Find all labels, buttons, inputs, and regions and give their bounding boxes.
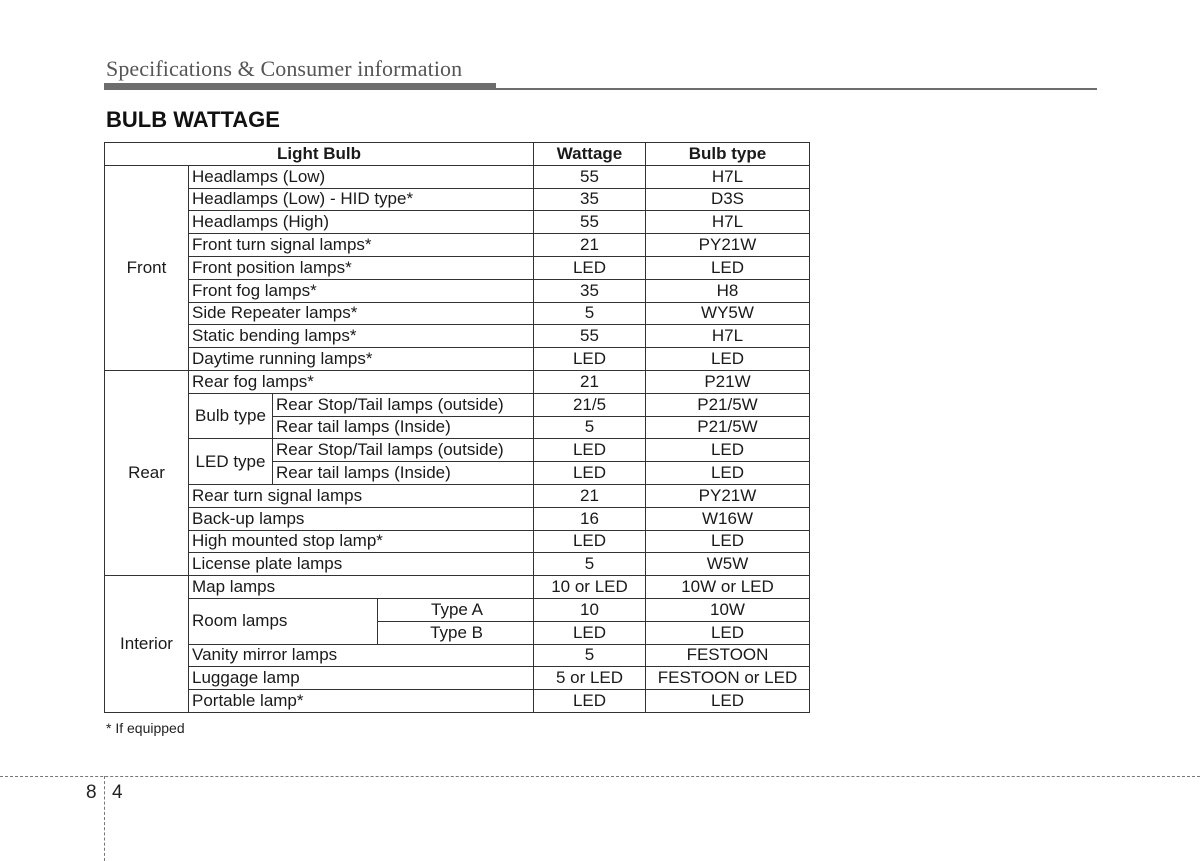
bulb-wattage: 21 [534,370,646,393]
table-row [105,644,810,667]
bulb-type: PY21W [646,484,810,507]
bulb-wattage: 55 [534,325,646,348]
table-row [105,576,810,599]
table-row [105,211,810,234]
table-row [105,439,810,462]
table-row [105,530,810,553]
page-chapter-number: 8 [86,782,97,803]
bulb-name: Luggage lamp [189,667,534,690]
bulb-type: H7L [646,325,810,348]
bulb-wattage: LED [534,256,646,279]
bulb-type: LED [646,256,810,279]
page-number: 4 [112,782,123,803]
bulb-name: Rear turn signal lamps [189,484,534,507]
bulb-name: Portable lamp* [189,690,534,713]
bulb-type: 10W [646,598,810,621]
table-row [105,370,810,393]
table-row [105,667,810,690]
bulb-wattage: 5 [534,302,646,325]
bulb-wattage: LED [534,530,646,553]
table-row [105,165,810,188]
bulb-wattage: 21 [534,484,646,507]
bulb-type: WY5W [646,302,810,325]
group-rear: Rear [105,370,189,575]
header-rule-thin [496,88,1097,90]
bulb-name: Static bending lamps* [189,325,534,348]
bulb-name: Headlamps (High) [189,211,534,234]
bulb-wattage: 10 [534,598,646,621]
bulb-name: Front turn signal lamps* [189,234,534,257]
bulb-type: LED [646,690,810,713]
bulb-name: Front position lamps* [189,256,534,279]
bulb-name: Rear fog lamps* [189,370,534,393]
bulb-type: LED [646,462,810,485]
table-row [105,507,810,530]
group-front: Front [105,165,189,370]
bulb-name: Vanity mirror lamps [189,644,534,667]
bulb-wattage: 55 [534,165,646,188]
bulb-wattage: 55 [534,211,646,234]
bulb-name: Back-up lamps [189,507,534,530]
header-bulb-type: Bulb type [646,143,810,166]
bulb-name: Headlamps (Low) - HID type* [189,188,534,211]
bulb-wattage: LED [534,621,646,644]
bulb-wattage: 35 [534,188,646,211]
subgroup-led-type: LED type [189,439,273,485]
subgroup-room-lamps: Room lamps [189,598,378,644]
bulb-wattage: 35 [534,279,646,302]
bulb-name: Rear tail lamps (Inside) [273,462,534,485]
bulb-type: H7L [646,165,810,188]
bulb-type: LED [646,348,810,371]
bulb-name: Rear Stop/Tail lamps (outside) [273,393,534,416]
bulb-type: PY21W [646,234,810,257]
group-interior: Interior [105,576,189,713]
table-row [105,302,810,325]
bulb-type: P21W [646,370,810,393]
bulb-type: W16W [646,507,810,530]
table-row [105,348,810,371]
bulb-wattage: 5 [534,416,646,439]
table-row [105,393,810,416]
section-header: Specifications & Consumer information [106,56,463,81]
bulb-type: W5W [646,553,810,576]
table-row [105,484,810,507]
bulb-name: Daytime running lamps* [189,348,534,371]
table-row [105,598,810,621]
bulb-wattage: 5 [534,644,646,667]
bulb-name: Front fog lamps* [189,279,534,302]
bulb-type: H7L [646,211,810,234]
bulb-type: LED [646,439,810,462]
bulb-wattage: LED [534,439,646,462]
bulb-wattage: LED [534,690,646,713]
bulb-wattage-table [104,142,810,713]
table-header-row [105,143,810,166]
header-light-bulb: Light Bulb [105,143,534,166]
bulb-type: FESTOON [646,644,810,667]
bulb-name: High mounted stop lamp* [189,530,534,553]
table-row [105,234,810,257]
header-rule-thick [104,83,496,90]
table-row [105,553,810,576]
bulb-wattage: 5 [534,553,646,576]
bulb-type: D3S [646,188,810,211]
table-row [105,690,810,713]
bulb-type: P21/5W [646,393,810,416]
bulb-wattage: 21 [534,234,646,257]
bulb-wattage: LED [534,462,646,485]
bulb-type: LED [646,621,810,644]
table-row [105,279,810,302]
bulb-name: Type B [378,621,534,644]
bulb-wattage: 16 [534,507,646,530]
bulb-name: License plate lamps [189,553,534,576]
bulb-type: P21/5W [646,416,810,439]
bulb-type: FESTOON or LED [646,667,810,690]
subgroup-bulb-type: Bulb type [189,393,273,439]
footer-page-divider [104,776,105,861]
bulb-name: Rear tail lamps (Inside) [273,416,534,439]
bulb-name: Type A [378,598,534,621]
bulb-type: 10W or LED [646,576,810,599]
bulb-name: Rear Stop/Tail lamps (outside) [273,439,534,462]
bulb-name: Side Repeater lamps* [189,302,534,325]
table-row [105,256,810,279]
table-row [105,188,810,211]
bulb-name: Headlamps (Low) [189,165,534,188]
footnote: * If equipped [106,720,185,736]
bulb-type: H8 [646,279,810,302]
bulb-wattage: 10 or LED [534,576,646,599]
page-title: BULB WATTAGE [106,107,280,132]
footer-divider [0,776,1200,777]
bulb-wattage: 21/5 [534,393,646,416]
table-row [105,325,810,348]
bulb-wattage: LED [534,348,646,371]
bulb-type: LED [646,530,810,553]
header-wattage: Wattage [534,143,646,166]
bulb-name: Map lamps [189,576,534,599]
bulb-wattage: 5 or LED [534,667,646,690]
